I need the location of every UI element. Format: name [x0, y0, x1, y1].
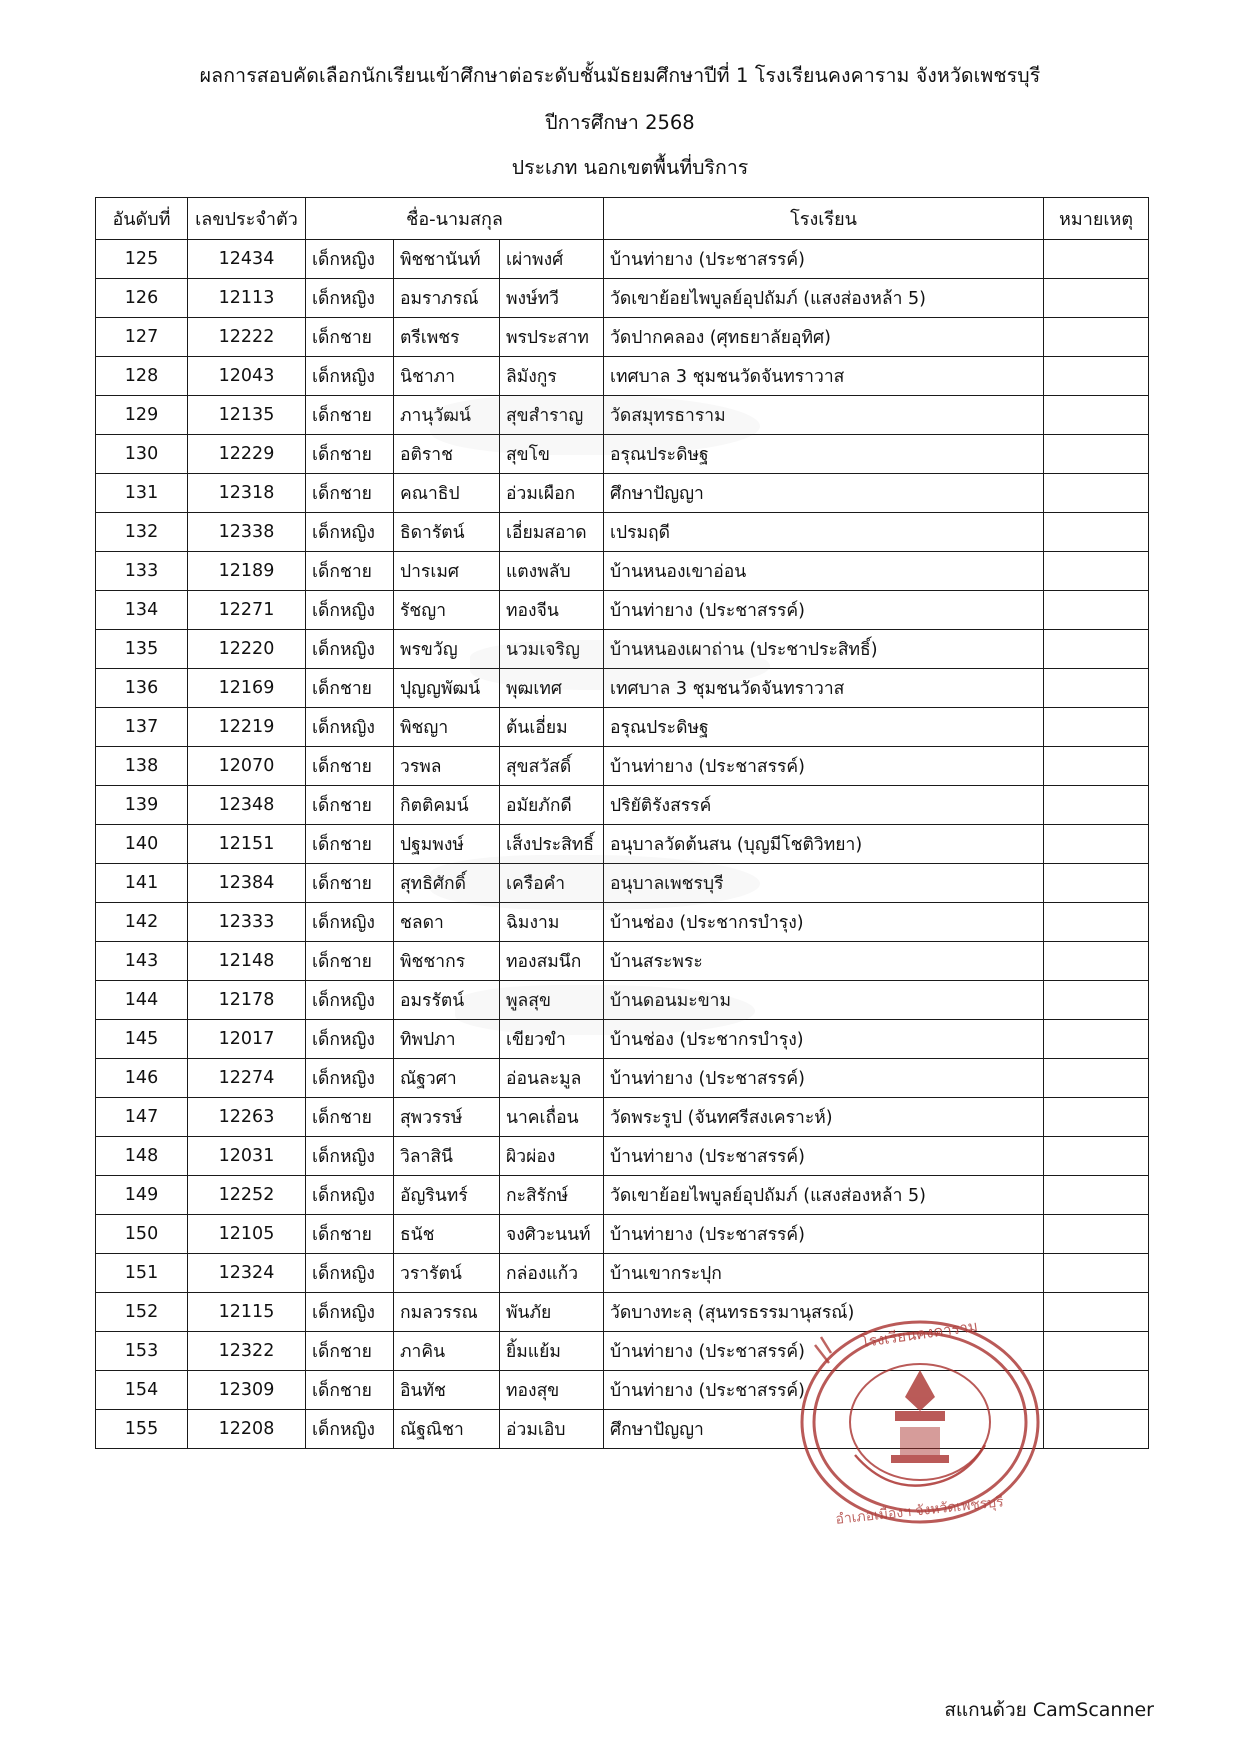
cell-school: อรุณประดิษฐ	[604, 708, 1044, 747]
results-table	[95, 197, 1149, 1449]
cell-title: เด็กชาย	[306, 825, 394, 864]
cell-first-name: ปุญญพัฒน์	[394, 669, 500, 708]
cell-note	[1044, 825, 1149, 864]
cell-student-id: 12070	[188, 747, 306, 786]
cell-student-id: 12222	[188, 318, 306, 357]
cell-school: บ้านสระพระ	[604, 942, 1044, 981]
cell-school: ปริยัติรังสรรค์	[604, 786, 1044, 825]
cell-school: บ้านท่ายาง (ประชาสรรค์)	[604, 1371, 1044, 1410]
cell-school: เทศบาล 3 ชุมชนวัดจันทราวาส	[604, 669, 1044, 708]
cell-rank: 150	[96, 1215, 188, 1254]
cell-last-name: กล่องแก้ว	[500, 1254, 604, 1293]
cell-rank: 132	[96, 513, 188, 552]
header-title-line1: ผลการสอบคัดเลือกนักเรียนเข้าศึกษาต่อระดับชั้นมัธยมศึกษาปีที่ 1 โรงเรียนคงคาราม จังหวัดเพชรบุรี	[199, 64, 1041, 87]
cell-school: บ้านท่ายาง (ประชาสรรค์)	[604, 240, 1044, 279]
table-row	[96, 591, 1149, 630]
table-row	[96, 357, 1149, 396]
cell-school: บ้านช่อง (ประชากรบำรุง)	[604, 903, 1044, 942]
cell-rank: 154	[96, 1371, 188, 1410]
cell-school: ศึกษาปัญญา	[604, 1410, 1044, 1449]
cell-title: เด็กหญิง	[306, 591, 394, 630]
cell-last-name: ต้นเอี่ยม	[500, 708, 604, 747]
cell-school: วัดเขาย้อยไพบูลย์อุปถัมภ์ (แสงส่องหล้า 5)	[604, 1176, 1044, 1215]
cell-title: เด็กชาย	[306, 1332, 394, 1371]
cell-first-name: พรขวัญ	[394, 630, 500, 669]
cell-first-name: อมราภรณ์	[394, 279, 500, 318]
cell-rank: 134	[96, 591, 188, 630]
table-row	[96, 513, 1149, 552]
cell-student-id: 12229	[188, 435, 306, 474]
cell-last-name: พันภัย	[500, 1293, 604, 1332]
cell-note	[1044, 786, 1149, 825]
cell-last-name: ทองจีน	[500, 591, 604, 630]
cell-rank: 147	[96, 1098, 188, 1137]
column-header-school: โรงเรียน	[604, 198, 1044, 240]
cell-note	[1044, 1215, 1149, 1254]
cell-note	[1044, 1098, 1149, 1137]
cell-last-name: ผิวผ่อง	[500, 1137, 604, 1176]
cell-first-name: ปารเมศ	[394, 552, 500, 591]
cell-rank: 140	[96, 825, 188, 864]
cell-first-name: กมลวรรณ	[394, 1293, 500, 1332]
cell-rank: 145	[96, 1020, 188, 1059]
cell-last-name: พรประสาท	[500, 318, 604, 357]
cell-school: บ้านท่ายาง (ประชาสรรค์)	[604, 1332, 1044, 1371]
cell-title: เด็กหญิง	[306, 240, 394, 279]
cell-first-name: อัญรินทร์	[394, 1176, 500, 1215]
cell-note	[1044, 357, 1149, 396]
cell-note	[1044, 1254, 1149, 1293]
table-row	[96, 1020, 1149, 1059]
cell-last-name: ทองสมนึก	[500, 942, 604, 981]
cell-note	[1044, 240, 1149, 279]
cell-rank: 130	[96, 435, 188, 474]
cell-student-id: 12208	[188, 1410, 306, 1449]
table-row	[96, 708, 1149, 747]
cell-last-name: สุขสำราญ	[500, 396, 604, 435]
cell-rank: 138	[96, 747, 188, 786]
cell-last-name: เอี่ยมสอาด	[500, 513, 604, 552]
cell-first-name: ธิดารัตน์	[394, 513, 500, 552]
column-header-note: หมายเหตุ	[1044, 198, 1149, 240]
header-title-line2: ปีการศึกษา 2568	[545, 111, 695, 134]
cell-school: บ้านเขากระปุก	[604, 1254, 1044, 1293]
cell-note	[1044, 1293, 1149, 1332]
cell-rank: 125	[96, 240, 188, 279]
table-row	[96, 1176, 1149, 1215]
column-header-rank: อันดับที่	[96, 198, 188, 240]
cell-school: บ้านท่ายาง (ประชาสรรค์)	[604, 747, 1044, 786]
cell-title: เด็กหญิง	[306, 630, 394, 669]
cell-title: เด็กหญิง	[306, 981, 394, 1020]
cell-note	[1044, 1410, 1149, 1449]
cell-note	[1044, 942, 1149, 981]
cell-first-name: ณัฐวศา	[394, 1059, 500, 1098]
cell-rank: 148	[96, 1137, 188, 1176]
cell-title: เด็กหญิง	[306, 1254, 394, 1293]
cell-rank: 127	[96, 318, 188, 357]
cell-note	[1044, 1332, 1149, 1371]
cell-title: เด็กชาย	[306, 1215, 394, 1254]
table-row	[96, 981, 1149, 1020]
cell-note	[1044, 747, 1149, 786]
cell-title: เด็กหญิง	[306, 357, 394, 396]
cell-school: บ้านท่ายาง (ประชาสรรค์)	[604, 1215, 1044, 1254]
cell-last-name: พงษ์ทวี	[500, 279, 604, 318]
cell-title: เด็กหญิง	[306, 1059, 394, 1098]
table-row	[96, 942, 1149, 981]
cell-last-name: สุขสวัสดิ์	[500, 747, 604, 786]
cell-note	[1044, 474, 1149, 513]
table-row	[96, 1254, 1149, 1293]
cell-title: เด็กหญิง	[306, 1137, 394, 1176]
cell-first-name: อินทัช	[394, 1371, 500, 1410]
cell-school: อนุบาลวัดต้นสน (บุญมีโชติวิทยา)	[604, 825, 1044, 864]
cell-note	[1044, 1059, 1149, 1098]
cell-note	[1044, 396, 1149, 435]
cell-student-id: 12219	[188, 708, 306, 747]
table-row	[96, 1332, 1149, 1371]
cell-last-name: นวมเจริญ	[500, 630, 604, 669]
cell-student-id: 12274	[188, 1059, 306, 1098]
cell-school: บ้านดอนมะขาม	[604, 981, 1044, 1020]
cell-student-id: 12151	[188, 825, 306, 864]
cell-note	[1044, 864, 1149, 903]
cell-school: บ้านช่อง (ประชากรบำรุง)	[604, 1020, 1044, 1059]
cell-school: เปรมฤดี	[604, 513, 1044, 552]
cell-student-id: 12115	[188, 1293, 306, 1332]
cell-first-name: ภานุวัฒน์	[394, 396, 500, 435]
cell-student-id: 12263	[188, 1098, 306, 1137]
cell-rank: 139	[96, 786, 188, 825]
table-row	[96, 552, 1149, 591]
cell-rank: 135	[96, 630, 188, 669]
cell-title: เด็กชาย	[306, 942, 394, 981]
column-header-student-id: เลขประจำตัว	[188, 198, 306, 240]
cell-note	[1044, 513, 1149, 552]
cell-school: บ้านหนองเผาถ่าน (ประชาประสิทธิ์)	[604, 630, 1044, 669]
table-row	[96, 435, 1149, 474]
table-row	[96, 747, 1149, 786]
cell-last-name: แตงพลับ	[500, 552, 604, 591]
cell-school: วัดบางทะลุ (สุนทรธรรมานุสรณ์)	[604, 1293, 1044, 1332]
table-header-row	[96, 198, 1149, 240]
cell-school: อนุบาลเพชรบุรี	[604, 864, 1044, 903]
cell-rank: 144	[96, 981, 188, 1020]
cell-title: เด็กหญิง	[306, 708, 394, 747]
cell-last-name: นาคเถื่อน	[500, 1098, 604, 1137]
cell-first-name: พิชชานันท์	[394, 240, 500, 279]
cell-student-id: 12148	[188, 942, 306, 981]
cell-rank: 141	[96, 864, 188, 903]
cell-title: เด็กชาย	[306, 669, 394, 708]
cell-student-id: 12333	[188, 903, 306, 942]
cell-first-name: สุพวรรษ์	[394, 1098, 500, 1137]
cell-first-name: อมรรัตน์	[394, 981, 500, 1020]
table-row	[96, 786, 1149, 825]
cell-first-name: วรารัตน์	[394, 1254, 500, 1293]
cell-school: บ้านท่ายาง (ประชาสรรค์)	[604, 1059, 1044, 1098]
cell-school: วัดพระรูป (จันทศรีสงเคราะห์)	[604, 1098, 1044, 1137]
cell-first-name: รัชญา	[394, 591, 500, 630]
cell-note	[1044, 591, 1149, 630]
cell-last-name: ฉิมงาม	[500, 903, 604, 942]
table-row	[96, 474, 1149, 513]
cell-title: เด็กชาย	[306, 318, 394, 357]
cell-first-name: คณาธิป	[394, 474, 500, 513]
cell-rank: 136	[96, 669, 188, 708]
table-row	[96, 864, 1149, 903]
cell-rank: 128	[96, 357, 188, 396]
cell-title: เด็กชาย	[306, 396, 394, 435]
cell-note	[1044, 903, 1149, 942]
table-row	[96, 1410, 1149, 1449]
cell-last-name: เครือคำ	[500, 864, 604, 903]
document-header	[95, 60, 1145, 183]
cell-school: วัดเขาย้อยไพบูลย์อุปถัมภ์ (แสงส่องหล้า 5)	[604, 279, 1044, 318]
cell-last-name: อมัยภักดี	[500, 786, 604, 825]
cell-student-id: 12189	[188, 552, 306, 591]
cell-student-id: 12322	[188, 1332, 306, 1371]
cell-first-name: ชลดา	[394, 903, 500, 942]
cell-title: เด็กชาย	[306, 474, 394, 513]
cell-rank: 155	[96, 1410, 188, 1449]
table-row	[96, 903, 1149, 942]
cell-title: เด็กหญิง	[306, 1176, 394, 1215]
cell-school: บ้านท่ายาง (ประชาสรรค์)	[604, 591, 1044, 630]
cell-note	[1044, 1137, 1149, 1176]
cell-first-name: วิลาสินี	[394, 1137, 500, 1176]
cell-last-name: กะสิรักษ์	[500, 1176, 604, 1215]
cell-student-id: 12309	[188, 1371, 306, 1410]
cell-school: ศึกษาปัญญา	[604, 474, 1044, 513]
cell-rank: 131	[96, 474, 188, 513]
table-row	[96, 1059, 1149, 1098]
cell-student-id: 12348	[188, 786, 306, 825]
cell-student-id: 12031	[188, 1137, 306, 1176]
cell-student-id: 12043	[188, 357, 306, 396]
cell-student-id: 12318	[188, 474, 306, 513]
table-row	[96, 318, 1149, 357]
seal-bottom-text: อำเภอเมืองฯ จังหวัดเพชรบุรี	[834, 1494, 1005, 1528]
cell-student-id: 12220	[188, 630, 306, 669]
cell-student-id: 12324	[188, 1254, 306, 1293]
cell-first-name: ทิพปภา	[394, 1020, 500, 1059]
cell-last-name: พุฒเทศ	[500, 669, 604, 708]
cell-last-name: อ่วมเอิบ	[500, 1410, 604, 1449]
cell-rank: 133	[96, 552, 188, 591]
cell-student-id: 12434	[188, 240, 306, 279]
seal-top-text: โรงเรียนคงคาราม	[859, 1316, 979, 1352]
cell-note	[1044, 1176, 1149, 1215]
cell-first-name: กิตติคมน์	[394, 786, 500, 825]
cell-student-id: 12178	[188, 981, 306, 1020]
cell-note	[1044, 318, 1149, 357]
cell-first-name: ปฐมพงษ์	[394, 825, 500, 864]
cell-student-id: 12017	[188, 1020, 306, 1059]
column-header-name: ชื่อ-นามสกุล	[306, 198, 604, 240]
cell-rank: 151	[96, 1254, 188, 1293]
cell-rank: 153	[96, 1332, 188, 1371]
cell-note	[1044, 435, 1149, 474]
table-row	[96, 240, 1149, 279]
cell-title: เด็กหญิง	[306, 1293, 394, 1332]
cell-first-name: ภาคิน	[394, 1332, 500, 1371]
table-row	[96, 279, 1149, 318]
cell-note	[1044, 708, 1149, 747]
cell-school: บ้านหนองเขาอ่อน	[604, 552, 1044, 591]
cell-school: วัดสมุทรธาราม	[604, 396, 1044, 435]
cell-rank: 126	[96, 279, 188, 318]
cell-title: เด็กชาย	[306, 552, 394, 591]
cell-last-name: จงศิวะนนท์	[500, 1215, 604, 1254]
cell-student-id: 12135	[188, 396, 306, 435]
table-row	[96, 825, 1149, 864]
cell-student-id: 12113	[188, 279, 306, 318]
cell-first-name: อติราช	[394, 435, 500, 474]
cell-title: เด็กชาย	[306, 864, 394, 903]
cell-school: อรุณประดิษฐ	[604, 435, 1044, 474]
cell-note	[1044, 981, 1149, 1020]
cell-note	[1044, 1371, 1149, 1410]
cell-first-name: พิชญา	[394, 708, 500, 747]
cell-last-name: อ่อนละมูล	[500, 1059, 604, 1098]
cell-last-name: เผ่าพงศ์	[500, 240, 604, 279]
cell-last-name: ยิ้มแย้ม	[500, 1332, 604, 1371]
cell-title: เด็กชาย	[306, 1098, 394, 1137]
cell-rank: 146	[96, 1059, 188, 1098]
cell-title: เด็กชาย	[306, 435, 394, 474]
table-row	[96, 1371, 1149, 1410]
cell-title: เด็กชาย	[306, 786, 394, 825]
cell-student-id: 12105	[188, 1215, 306, 1254]
cell-student-id: 12271	[188, 591, 306, 630]
cell-first-name: นิชาภา	[394, 357, 500, 396]
cell-rank: 152	[96, 1293, 188, 1332]
cell-note	[1044, 552, 1149, 591]
cell-student-id: 12169	[188, 669, 306, 708]
cell-last-name: สุขโข	[500, 435, 604, 474]
cell-first-name: ณัฐณิชา	[394, 1410, 500, 1449]
table-row	[96, 630, 1149, 669]
cell-title: เด็กหญิง	[306, 903, 394, 942]
cell-rank: 142	[96, 903, 188, 942]
cell-last-name: ลิมังกูร	[500, 357, 604, 396]
cell-student-id: 12252	[188, 1176, 306, 1215]
cell-last-name: อ่วมเผือก	[500, 474, 604, 513]
table-row	[96, 1137, 1149, 1176]
cell-title: เด็กชาย	[306, 747, 394, 786]
cell-first-name: ธนัช	[394, 1215, 500, 1254]
cell-last-name: เขียวขำ	[500, 1020, 604, 1059]
cell-student-id: 12338	[188, 513, 306, 552]
cell-note	[1044, 279, 1149, 318]
cell-rank: 129	[96, 396, 188, 435]
table-row	[96, 669, 1149, 708]
cell-rank: 137	[96, 708, 188, 747]
cell-title: เด็กหญิง	[306, 1020, 394, 1059]
table-row	[96, 1215, 1149, 1254]
cell-last-name: ทองสุข	[500, 1371, 604, 1410]
header-title-line3: ประเภท นอกเขตพื้นที่บริการ	[511, 156, 749, 179]
cell-title: เด็กหญิง	[306, 279, 394, 318]
table-row	[96, 1293, 1149, 1332]
cell-rank: 143	[96, 942, 188, 981]
camscanner-watermark: สแกนด้วย CamScanner	[944, 1699, 1154, 1721]
cell-first-name: ตรีเพชร	[394, 318, 500, 357]
cell-last-name: เส็งประสิทธิ์	[500, 825, 604, 864]
cell-title: เด็กหญิง	[306, 513, 394, 552]
cell-note	[1044, 1020, 1149, 1059]
cell-student-id: 12384	[188, 864, 306, 903]
cell-rank: 149	[96, 1176, 188, 1215]
cell-note	[1044, 630, 1149, 669]
table-row	[96, 1098, 1149, 1137]
cell-school: บ้านท่ายาง (ประชาสรรค์)	[604, 1137, 1044, 1176]
table-row	[96, 396, 1149, 435]
cell-title: เด็กชาย	[306, 1371, 394, 1410]
cell-first-name: สุทธิศักดิ์	[394, 864, 500, 903]
cell-title: เด็กหญิง	[306, 1410, 394, 1449]
cell-school: เทศบาล 3 ชุมชนวัดจันทราวาส	[604, 357, 1044, 396]
cell-first-name: วรพล	[394, 747, 500, 786]
cell-first-name: พิชชากร	[394, 942, 500, 981]
cell-note	[1044, 669, 1149, 708]
cell-school: วัดปากคลอง (ศุทธยาลัยอุทิศ)	[604, 318, 1044, 357]
cell-last-name: พูลสุข	[500, 981, 604, 1020]
